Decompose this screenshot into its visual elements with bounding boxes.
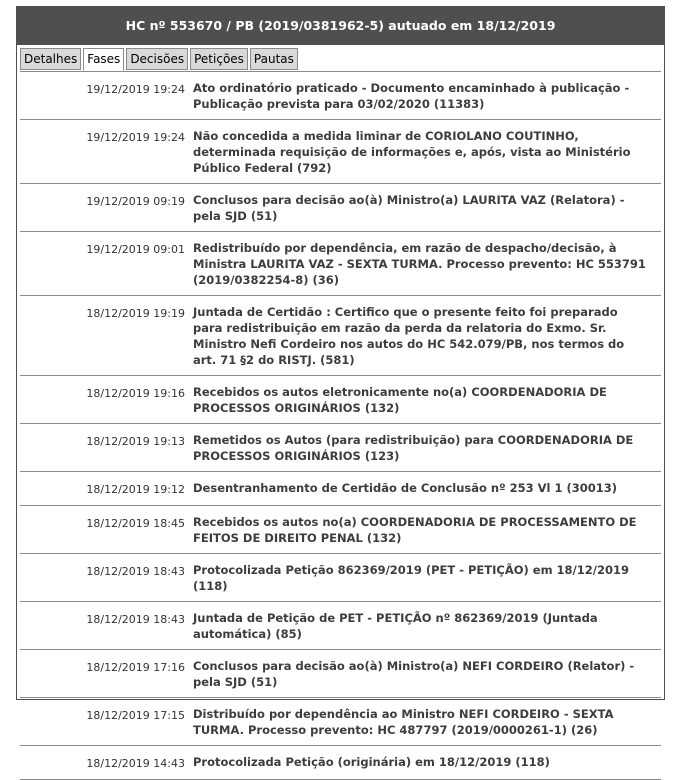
tab-detalhes[interactable]: Detalhes (20, 48, 81, 70)
phase-datetime: 18/12/2019 17:16 (86, 661, 185, 674)
phase-datetime: 18/12/2019 19:19 (86, 307, 185, 320)
phase-row (20, 232, 661, 296)
phase-row (20, 602, 661, 650)
phase-datetime: 18/12/2019 18:43 (86, 565, 185, 578)
phase-datetime: 19/12/2019 19:24 (86, 131, 185, 144)
tab-peticoes[interactable]: Petições (190, 48, 248, 70)
phase-description: Distribuído por dependência ao Ministro NEFI CORDEIRO - SEXTA TURMA. Processo prevento: HC 487797 (2019/0000261-1) (26) (193, 707, 614, 737)
tab-decisoes[interactable]: Decisões (126, 48, 188, 70)
phase-row (20, 698, 661, 746)
phase-row (20, 184, 661, 232)
phase-datetime: 18/12/2019 14:43 (86, 757, 185, 770)
phase-datetime: 19/12/2019 09:19 (86, 195, 185, 208)
phase-description: Conclusos para decisão ao(à) Ministro(a) LAURITA VAZ (Relatora) - pela SJD (51) (193, 193, 625, 223)
phase-row (20, 506, 661, 554)
phase-description: Ato ordinatório praticado - Documento encaminhado à publicação - Publicação prevista para 03/02/2020 (11383) (193, 81, 630, 111)
tab-fases[interactable]: Fases (83, 48, 124, 71)
phase-row (20, 746, 661, 780)
phase-description: Desentranhamento de Certidão de Conclusão nº 253 Vl 1 (30013) (193, 481, 617, 495)
tab-bar (20, 48, 298, 71)
phase-description: Remetidos os Autos (para redistribuição) para COORDENADORIA DE PROCESSOS ORIGINÁRIOS (123) (193, 433, 634, 463)
phase-row (20, 554, 661, 602)
phase-datetime: 18/12/2019 17:15 (86, 709, 185, 722)
phase-datetime: 18/12/2019 19:12 (86, 483, 185, 496)
phase-description: Não concedida a medida liminar de CORIOLANO COUTINHO, determinada requisição de informações e, após, vista ao Ministério Público Federal (792) (193, 129, 631, 175)
phase-description: Redistribuído por dependência, em razão de despacho/decisão, à Ministra LAURITA VAZ - SEXTA TURMA. Processo prevento: HC 553791 (2019/0382254-8) (36) (193, 241, 646, 287)
phases-list (20, 71, 661, 780)
phase-description: Protocolizada Petição 862369/2019 (PET - PETIÇÃO) em 18/12/2019 (118) (193, 563, 629, 593)
phase-description: Juntada de Certidão : Certifico que o presente feito foi preparado para redistribuição em razão da perda da relatoria do Exmo. Sr. Ministro Nefi Cordeiro nos autos do HC 542.079/PB, nos termos do art. 71 §2 do RISTJ. (581) (193, 305, 625, 367)
process-panel (16, 6, 665, 770)
phase-description: Juntada de Petição de PET - PETIÇÃO nº 862369/2019 (Juntada automática) (85) (193, 611, 598, 641)
tab-pautas[interactable]: Pautas (250, 48, 298, 70)
phase-row (20, 72, 661, 120)
phase-row (20, 650, 661, 698)
phase-datetime: 18/12/2019 19:13 (86, 435, 185, 448)
phase-description: Recebidos os autos no(a) COORDENADORIA DE PROCESSAMENTO DE FEITOS DE DIREITO PENAL (132) (193, 515, 637, 545)
phase-description: Protocolizada Petição (originária) em 18/12/2019 (118) (193, 755, 550, 769)
process-header (17, 7, 664, 45)
phase-row (20, 424, 661, 472)
phase-row (20, 472, 661, 506)
phase-row (20, 376, 661, 424)
phase-datetime: 19/12/2019 09:01 (86, 243, 185, 256)
phase-datetime: 19/12/2019 19:24 (86, 83, 185, 96)
phase-description: Conclusos para decisão ao(à) Ministro(a) NEFI CORDEIRO (Relator) - pela SJD (51) (193, 659, 635, 689)
phase-description: Recebidos os autos eletronicamente no(a) COORDENADORIA DE PROCESSOS ORIGINÁRIOS (132) (193, 385, 607, 415)
phase-datetime: 18/12/2019 18:43 (86, 613, 185, 626)
process-title: HC nº 553670 / PB (2019/0381962-5) autuado em 18/12/2019 (125, 18, 556, 33)
phase-datetime: 18/12/2019 19:16 (86, 387, 185, 400)
phase-datetime: 18/12/2019 18:45 (86, 517, 185, 530)
phase-row (20, 120, 661, 184)
phase-row (20, 296, 661, 376)
